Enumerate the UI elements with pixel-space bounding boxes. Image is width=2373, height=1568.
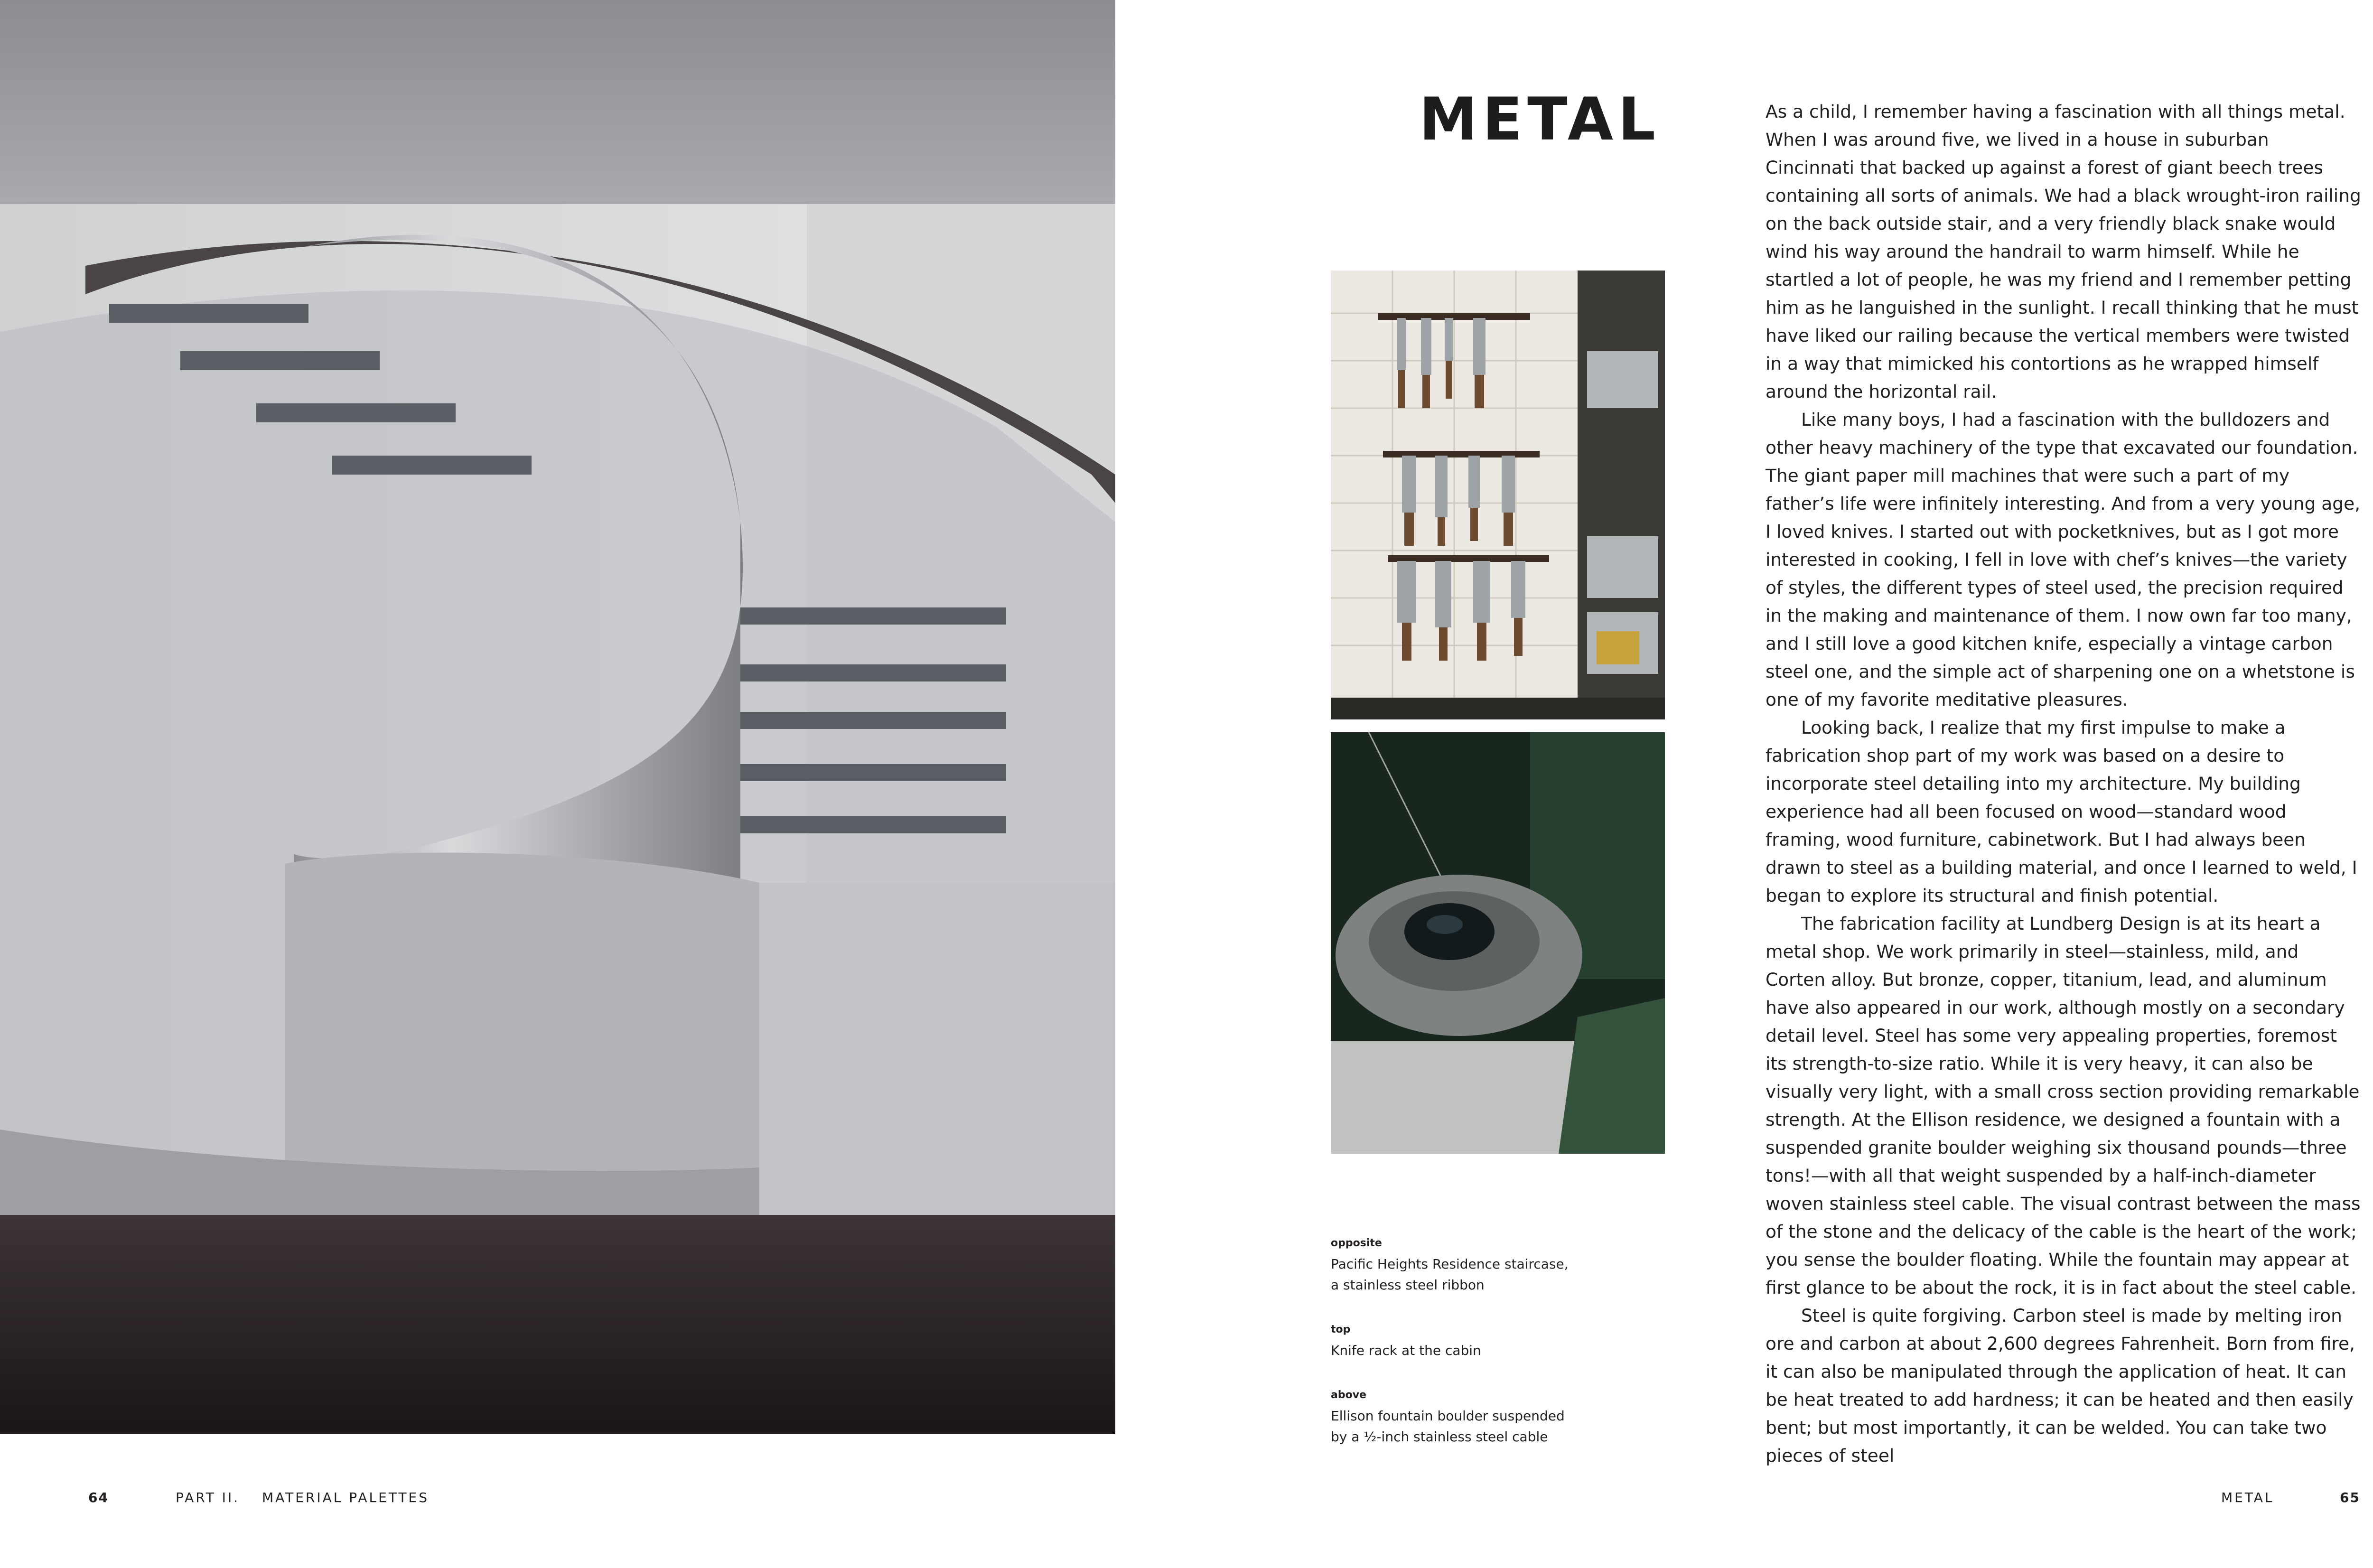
part-label: PART II. <box>176 1490 240 1505</box>
caption-line: Pacific Heights Residence staircase, <box>1331 1256 1569 1272</box>
knife-rack-illustration <box>1331 271 1665 719</box>
staircase-photo <box>0 0 1115 1434</box>
left-page-number: 64 <box>88 1490 109 1505</box>
photo-captions <box>1331 1233 1578 1471</box>
body-paragraph: As a child, I remember having a fascination with all things metal. When I was around five, we lived in a house in suburban Cincinnati that backed up against a forest of giant beech trees containing all sorts of animals. We had a black wrought-iron railing on the back outside stair, and a very friendly black snake would wind his way around the handrail to warm himself. While he startled a lot of people, he was my friend and I remember petting him as he languished in the sunlight. I recall thinking that he must have liked our railing because the vertical members were twisted in a way that mimicked his contortions as he wrapped himself around the horizontal rail. <box>1766 101 2361 402</box>
section-label: MATERIAL PALETTES <box>262 1490 430 1505</box>
body-paragraph: Like many boys, I had a fascination with the bulldozers and other heavy machinery of the type that excavated our foundation. The giant paper mill machines that were such a part of my father’s life were infinitely interesting. And from a very young age, I loved knives. I started out with pocketknives, but as I got more interested in cooking, I fell in love with chef’s knives—the variety of styles, the different types of steel used, the precision required in the making and maintenance of them. I now own far too many, and I still love a good kitchen knife, especially a vintage carbon steel one, and the simple act of sharpening one on a whetstone is one of my favorite meditative pleasures. <box>1766 409 2361 710</box>
body-paragraph: Looking back, I realize that my first impulse to make a fabrication shop part of my work was based on a desire to incorporate steel detailing into my architecture. My building experience had all been focused on wood—standard wood framing, wood furniture, cabinetwork. But I had always been drawn to steel as a building material, and once I learned to weld, I began to explore its structural and finish potential. <box>1766 717 2357 906</box>
right-page-number: 65 <box>2340 1490 2360 1505</box>
body-paragraph: The fabrication facility at Lundberg Design is at its heart a metal shop. We work primarily in steel—stainless, mild, and Corten alloy. But bronze, copper, titanium, lead, and aluminum have also appeared in our work, although mostly on a secondary detail level. Steel has some very appealing properties, foremost its strength-to-size ratio. While it is very heavy, it can also be visually very light, with a small cross section providing remarkable strength. At the Ellison residence, we designed a fountain with a suspended granite boulder weighing six thousand pounds—three tons!—with all that weight suspended by a half-inch-diameter woven stainless steel cable. The visual contrast between the mass of the stone and the delicacy of the cable is the heart of the work; you sense the boulder floating. While the fountain may appear at first glance to be about the rock, it is in fact about the steel cable. <box>1766 913 2361 1298</box>
caption-line: Ellison fountain boulder suspended <box>1331 1408 1565 1424</box>
knife-rack-photo <box>1331 271 1665 719</box>
caption-label: above <box>1331 1389 1366 1401</box>
body-paragraph: Steel is quite forgiving. Carbon steel is made by melting iron ore and carbon at about 2,600 degrees Fahrenheit. Born from fire, it can also be manipulated through the application of heat. It can be heat treated to add hardness; it can be heated and then easily bent; but most importantly, it can be welded. You can take two pieces of steel <box>1766 1305 2355 1466</box>
article-body <box>1766 98 2362 1470</box>
caption-line: by a ½-inch stainless steel cable <box>1331 1429 1548 1445</box>
fountain-photo <box>1331 732 1665 1154</box>
caption-opposite <box>1331 1233 1578 1296</box>
caption-label: top <box>1331 1324 1351 1335</box>
running-head: METAL <box>2221 1490 2274 1505</box>
caption-label: opposite <box>1331 1237 1382 1249</box>
fountain-illustration <box>1331 732 1665 1154</box>
caption-line: a stainless steel ribbon <box>1331 1277 1485 1293</box>
staircase-illustration <box>0 0 1115 1434</box>
caption-top <box>1331 1319 1578 1361</box>
article-title: METAL <box>1419 85 1661 154</box>
caption-line: Knife rack at the cabin <box>1331 1343 1481 1358</box>
caption-above <box>1331 1385 1578 1447</box>
